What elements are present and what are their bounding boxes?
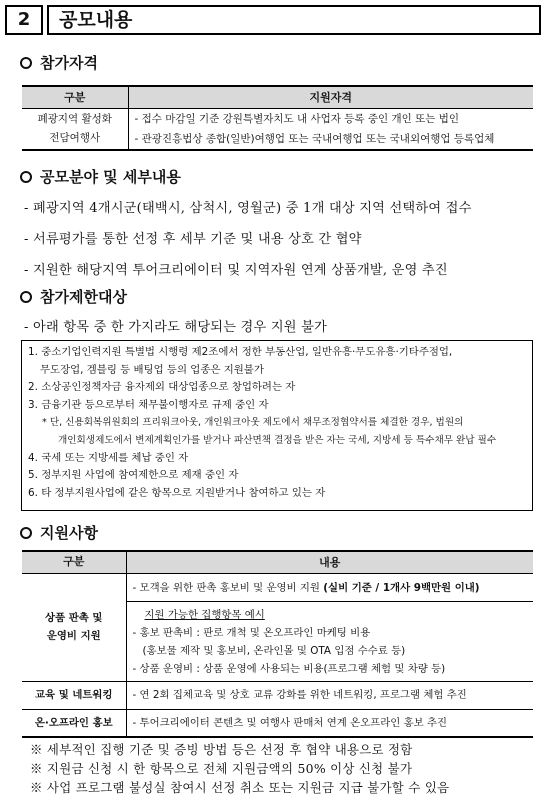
field-bullet: - 지원한 해당지역 투어크리에이터 및 지역자원 연계 상품개발, 운영 추진 [24, 263, 448, 278]
qualification-cell [128, 108, 533, 150]
section-title: 공모내용 [47, 5, 541, 35]
restriction-item: 1. 중소기업인력지원 특별법 시행령 제2조에서 정한 부동산업, 일반유흥·무도유흥·기타주점업, [28, 346, 453, 358]
support-item: - 모객을 위한 판촉 홍보비 및 운영비 지원 (실비 기준 / 1개사 9백만원 이내) [132, 581, 480, 594]
circle-bullet-icon [20, 291, 32, 303]
restriction-item: 6. 타 정부지원사업에 같은 항목으로 지원받거나 참여하고 있는 자 [28, 486, 326, 499]
section-header [5, 5, 541, 35]
circle-bullet-icon [20, 171, 32, 183]
restriction-note-cont: 개인회생제도에서 변제계획인가를 받거나 파산면책 결정을 받은 자는 국세, 지방세 등 특수채무 완납 필수 [58, 434, 497, 446]
restriction-item: 2. 소상공인정책자금 융자제외 대상업종으로 창업하려는 자 [28, 381, 296, 394]
field-bullet: - 서류평가를 통한 선정 후 세부 기준 및 내용 상호 간 협약 [24, 232, 362, 247]
restriction-item: 5. 정부지원 사업에 참여제한으로 제재 중인 자 [28, 469, 239, 482]
category-cell: 폐광지역 활성화 전담여행사 [22, 108, 128, 150]
example-title: 지원 가능한 집행항목 예시 [144, 608, 265, 621]
support-table [22, 550, 533, 738]
example-item: - 홍보 판촉비 : 판로 개척 및 온오프라인 마케팅 비용 [132, 626, 371, 639]
restriction-item: 3. 금융기관 등으로부터 채무불이행자로 규제 중인 자 [28, 398, 269, 411]
support-category-cell: 상품 판촉 및 운영비 지원 [22, 573, 126, 681]
eligibility-table [22, 85, 533, 151]
circle-bullet-icon [20, 57, 32, 69]
support-category-cell: 온·오프라인 홍보 [22, 709, 126, 737]
footnote: ※ 사업 프로그램 불성실 참여시 선정 취소 또는 지원금 지급 불가할 수 있음 [30, 780, 450, 795]
qualification-item: - 관광진흥법상 종합(일반)여행업 또는 국내여행업 또는 국내외여행업 등록업체 [134, 132, 495, 145]
heading-support: 지원사항 [20, 522, 98, 543]
heading-eligibility: 참가자격 [20, 52, 98, 73]
support-example-block [127, 601, 534, 680]
support-content-cell: - 투어크리에이터 콘텐츠 및 여행사 판매처 연계 온오프라인 홍보 추진 [126, 709, 533, 737]
footnote: ※ 세부적인 집행 기준 및 증빙 방법 등은 선정 후 협약 내용으로 정함 [30, 742, 413, 757]
column-header-category: 구분 [22, 86, 128, 108]
example-item: - 상품 운영비 : 상품 운영에 사용되는 비용(프로그램 체험 및 차량 등) [132, 662, 446, 675]
restriction-item-cont: 무도장업, 겜블링 등 배팅업 등의 업종은 지원불가 [40, 363, 264, 376]
restriction-bullet: - 아래 항목 중 한 가지라도 해당되는 경우 지원 불가 [24, 320, 327, 335]
restriction-list-box [21, 340, 533, 511]
restriction-note: * 단, 신용회복위원회의 프리워크아웃, 개인워크아웃 제도에서 채무조정협약서를 체결한 경우, 법원의 [42, 417, 464, 429]
support-category-cell: 교육 및 네트워킹 [22, 681, 126, 709]
heading-restriction: 참가제한대상 [20, 286, 127, 307]
support-content-cell: - 연 2회 집체교육 및 상호 교류 강화를 위한 네트워킹, 프로그램 체험 추진 [126, 681, 533, 709]
field-bullet: - 폐광지역 4개시군(태백시, 삼척시, 영월군) 중 1개 대상 지역 선택하여 접수 [24, 201, 472, 216]
section-number: 2 [5, 5, 43, 35]
example-item-cont: (홍보물 제작 및 홍보비, 온라인몰 및 OTA 입점 수수료 등) [142, 644, 406, 657]
circle-bullet-icon [20, 527, 32, 539]
column-header-qualification: 지원자격 [128, 86, 533, 108]
footnote: ※ 지원금 신청 시 한 항목으로 전체 지원금액의 50% 이상 신청 불가 [30, 761, 413, 776]
support-content-cell [126, 573, 533, 681]
column-header-content: 내용 [126, 551, 533, 573]
restriction-item: 4. 국세 또는 지방세를 체납 중인 자 [28, 451, 189, 464]
heading-field: 공모분야 및 세부내용 [20, 166, 181, 187]
qualification-item: - 접수 마감일 기준 강원특별자치도 내 사업자 등록 중인 개인 또는 법인 [134, 112, 460, 125]
column-header-category: 구분 [22, 551, 126, 573]
